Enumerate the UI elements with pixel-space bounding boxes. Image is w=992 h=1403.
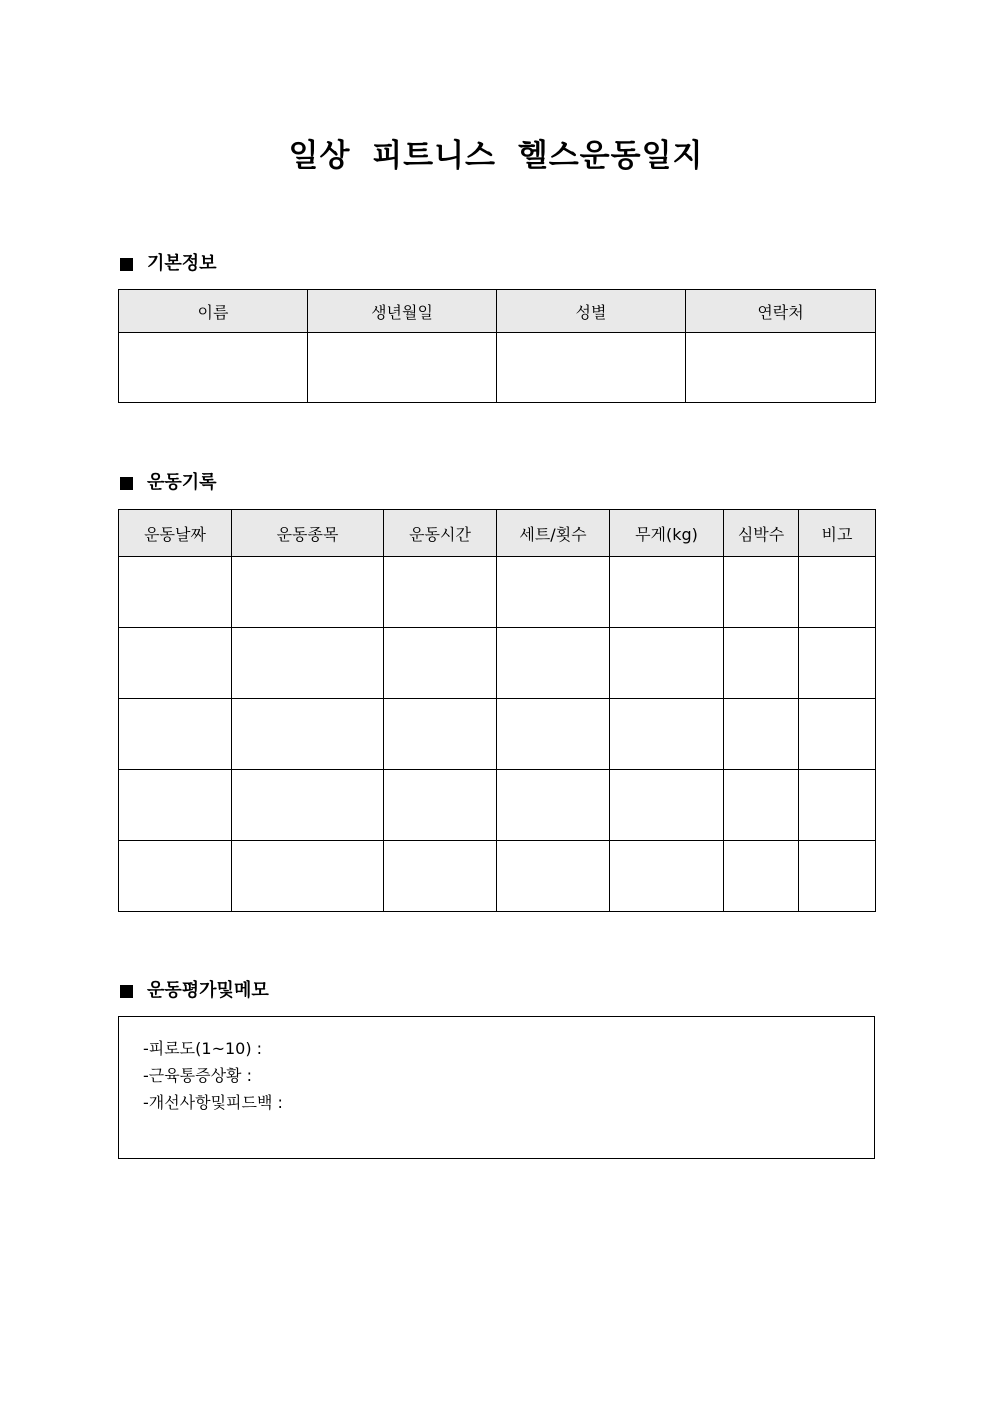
memo-lines <box>143 1035 283 1116</box>
log-entry-cell[interactable] <box>119 628 232 699</box>
exercise-log-header-row <box>119 510 876 557</box>
log-entry-cell[interactable] <box>384 699 497 770</box>
header-cell-gender: 성별 <box>497 290 686 333</box>
memo-box[interactable] <box>118 1016 875 1159</box>
section-heading-memo <box>120 978 269 1004</box>
log-entry-cell[interactable] <box>384 628 497 699</box>
log-entry-cell[interactable] <box>497 699 610 770</box>
section-heading-label: 기본정보 <box>147 253 217 274</box>
log-entry-cell[interactable] <box>497 628 610 699</box>
log-entry-cell[interactable] <box>232 699 384 770</box>
basic-info-table <box>118 289 876 403</box>
table-row <box>119 557 876 628</box>
memo-line-fatigue: -피로도(1~10) : <box>143 1039 263 1058</box>
log-entry-cell[interactable] <box>799 628 876 699</box>
square-bullet-icon <box>120 477 133 490</box>
basic-info-input-row <box>119 333 876 403</box>
log-entry-cell[interactable] <box>724 841 799 912</box>
log-entry-cell[interactable] <box>610 770 724 841</box>
log-entry-cell[interactable] <box>232 770 384 841</box>
header-cell-birthdate: 생년월일 <box>308 290 497 333</box>
header-cell-date: 운동날짜 <box>119 510 232 557</box>
header-cell-exercise-type: 운동종목 <box>232 510 384 557</box>
log-entry-cell[interactable] <box>497 557 610 628</box>
memo-line-muscle-pain: -근육통증상황 : <box>143 1066 252 1085</box>
log-entry-cell[interactable] <box>724 628 799 699</box>
log-entry-cell[interactable] <box>724 770 799 841</box>
log-entry-cell[interactable] <box>119 770 232 841</box>
log-entry-cell[interactable] <box>497 770 610 841</box>
log-entry-cell[interactable] <box>497 841 610 912</box>
log-entry-cell[interactable] <box>384 557 497 628</box>
log-entry-cell[interactable] <box>799 841 876 912</box>
section-heading-exercise-log <box>120 470 217 496</box>
page-title: 일상 피트니스 헬스운동일지 <box>288 138 704 174</box>
name-field[interactable] <box>119 333 308 403</box>
log-entry-cell[interactable] <box>119 841 232 912</box>
log-entry-cell[interactable] <box>610 628 724 699</box>
log-entry-cell[interactable] <box>799 557 876 628</box>
log-entry-cell[interactable] <box>610 841 724 912</box>
header-cell-heart-rate: 심박수 <box>724 510 799 557</box>
log-entry-cell[interactable] <box>119 699 232 770</box>
log-entry-cell[interactable] <box>799 770 876 841</box>
header-cell-weight: 무게(kg) <box>610 510 724 557</box>
table-row <box>119 628 876 699</box>
contact-field[interactable] <box>686 333 876 403</box>
table-row <box>119 699 876 770</box>
header-cell-contact: 연락처 <box>686 290 876 333</box>
birthdate-field[interactable] <box>308 333 497 403</box>
section-heading-basic-info <box>120 251 217 277</box>
header-cell-sets-reps: 세트/횟수 <box>497 510 610 557</box>
memo-line-feedback: -개선사항및피드백 : <box>143 1093 283 1112</box>
log-entry-cell[interactable] <box>724 699 799 770</box>
section-heading-label: 운동평가및메모 <box>147 980 269 1001</box>
log-entry-cell[interactable] <box>610 557 724 628</box>
header-cell-notes: 비고 <box>799 510 876 557</box>
log-entry-cell[interactable] <box>610 699 724 770</box>
log-entry-cell[interactable] <box>232 557 384 628</box>
square-bullet-icon <box>120 258 133 271</box>
log-entry-cell[interactable] <box>384 841 497 912</box>
log-entry-cell[interactable] <box>384 770 497 841</box>
table-row <box>119 770 876 841</box>
log-entry-cell[interactable] <box>232 841 384 912</box>
log-entry-cell[interactable] <box>119 557 232 628</box>
log-entry-cell[interactable] <box>799 699 876 770</box>
basic-info-header-row <box>119 290 876 333</box>
header-cell-duration: 운동시간 <box>384 510 497 557</box>
header-cell-name: 이름 <box>119 290 308 333</box>
table-row <box>119 841 876 912</box>
log-entry-cell[interactable] <box>724 557 799 628</box>
gender-field[interactable] <box>497 333 686 403</box>
log-entry-cell[interactable] <box>232 628 384 699</box>
exercise-log-table <box>118 509 876 912</box>
square-bullet-icon <box>120 985 133 998</box>
section-heading-label: 운동기록 <box>147 472 217 493</box>
